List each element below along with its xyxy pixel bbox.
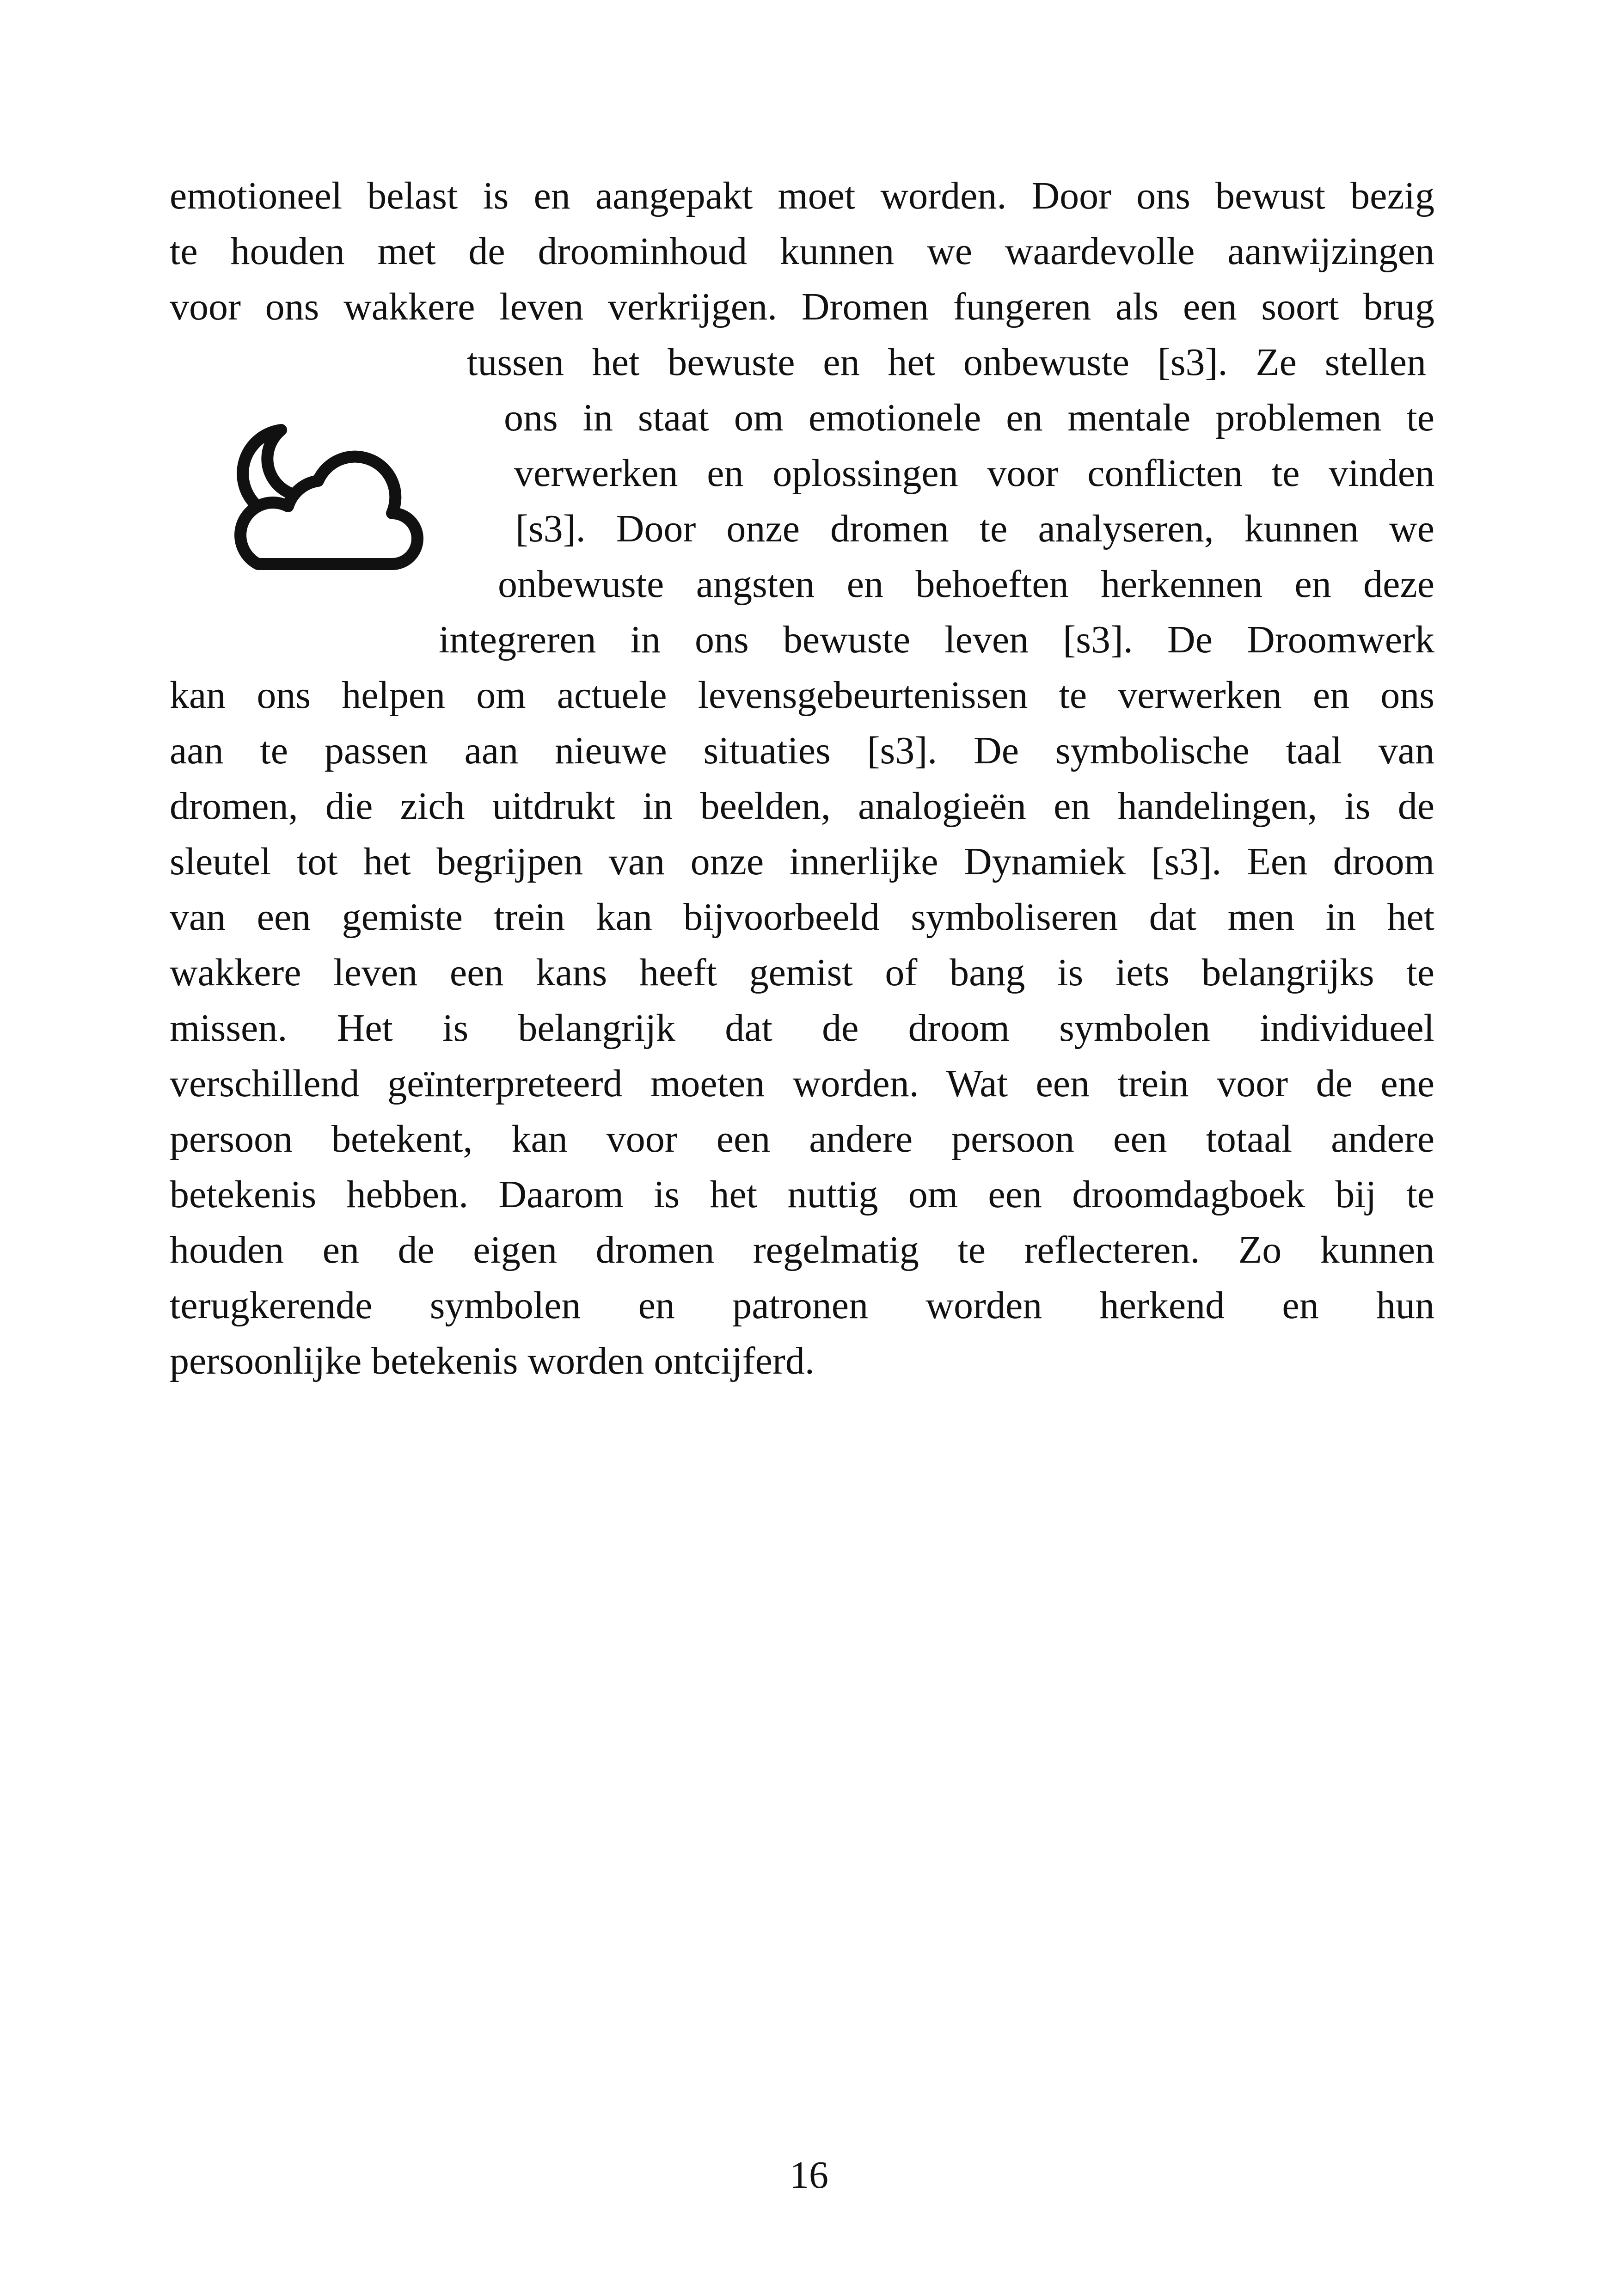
- text-line: wakkere leven een kans heeft gemist of bang is iets belangrijks te: [170, 951, 1434, 994]
- text-line: verwerken en oplossingen voor conflicten te vinden: [514, 452, 1434, 495]
- text-line: emotioneel belast is en aangepakt moet worden. Door ons bewust bezig: [170, 174, 1434, 217]
- text-line: tussen het bewuste en het onbewuste [s3]. Ze stellen: [467, 341, 1426, 384]
- text-line: terugkerende symbolen en patronen worden herkend en hun: [170, 1284, 1434, 1327]
- moon-cloud-icon: [226, 416, 424, 573]
- text-line: betekenis hebben. Daarom is het nuttig om een droomdagboek bij te: [170, 1173, 1434, 1216]
- text-line: ons in staat om emotionele en mentale problemen te: [504, 396, 1434, 439]
- text-line: voor ons wakkere leven verkrijgen. Dromen fungeren als een soort brug: [170, 285, 1434, 328]
- text-line: aan te passen aan nieuwe situaties [s3]. De symbolische taal van: [170, 729, 1434, 772]
- page-number: 16: [790, 2154, 828, 2197]
- text-line: houden en de eigen dromen regelmatig te reflecteren. Zo kunnen: [170, 1228, 1434, 1271]
- text-line: verschillend geïnterpreteerd moeten worden. Wat een trein voor de ene: [170, 1062, 1434, 1105]
- text-line: kan ons helpen om actuele levensgebeurtenissen te verwerken en ons: [170, 674, 1434, 717]
- text-line: persoonlijke betekenis worden ontcijferd.: [170, 1339, 815, 1382]
- text-line: van een gemiste trein kan bijvoorbeeld symboliseren dat men in het: [170, 896, 1434, 939]
- text-line: sleutel tot het begrijpen van onze innerlijke Dynamiek [s3]. Een droom: [170, 840, 1434, 883]
- text-line: dromen, die zich uitdrukt in beelden, analogieën en handelingen, is de: [170, 785, 1434, 828]
- text-line: te houden met de droominhoud kunnen we waardevolle aanwijzingen: [170, 230, 1434, 273]
- text-line: persoon betekent, kan voor een andere persoon een totaal andere: [170, 1117, 1434, 1160]
- text-line: onbewuste angsten en behoeften herkennen en deze: [498, 563, 1434, 606]
- text-line: integreren in ons bewuste leven [s3]. De Droomwerk: [439, 618, 1434, 661]
- text-line: [s3]. Door onze dromen te analyseren, kunnen we: [515, 507, 1434, 550]
- text-line: missen. Het is belangrijk dat de droom symbolen individueel: [170, 1007, 1434, 1050]
